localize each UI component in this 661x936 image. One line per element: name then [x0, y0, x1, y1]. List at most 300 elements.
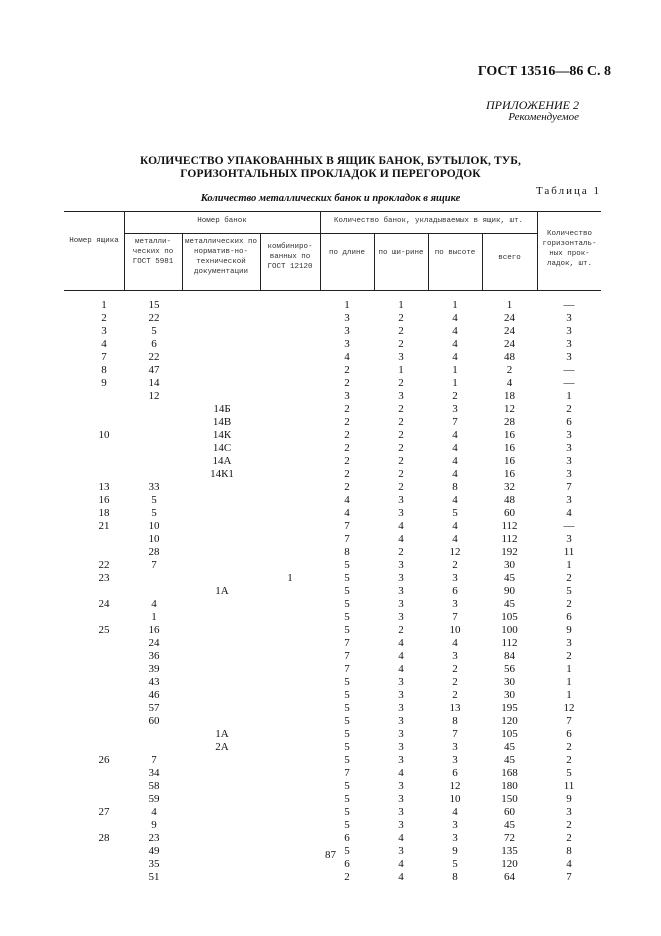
- table-row: [64, 676, 601, 689]
- cell-combined: 1: [287, 572, 293, 584]
- cell-total: 30: [504, 559, 515, 571]
- cell-spacers: 1: [566, 390, 572, 402]
- cell-height: 5: [452, 858, 458, 870]
- table-row: [64, 403, 601, 416]
- cell-length: 7: [344, 650, 350, 662]
- cell-total: 16: [504, 429, 515, 441]
- cell-length: 5: [344, 728, 350, 740]
- col-combined: комбиниро-ванных по ГОСТ 12120: [267, 243, 313, 271]
- cell-metal-gost: 59: [148, 793, 160, 805]
- cell-length: 3: [344, 338, 350, 350]
- cell-width: 4: [398, 858, 404, 870]
- cell-spacers: 3: [566, 442, 572, 454]
- table-row: [64, 377, 601, 390]
- cell-height: 4: [452, 442, 458, 454]
- cell-length: 5: [344, 715, 350, 727]
- cell-width: 2: [398, 416, 404, 428]
- cell-height: 4: [452, 338, 458, 350]
- cell-total: 120: [501, 715, 518, 727]
- cell-height: 4: [452, 494, 458, 506]
- cell-box: 27: [98, 806, 110, 818]
- cell-length: 5: [344, 611, 350, 623]
- cell-height: 4: [452, 429, 458, 441]
- cell-metal-gost: 23: [148, 832, 160, 844]
- cell-spacers: 1: [566, 663, 572, 675]
- table-row: [64, 624, 601, 637]
- cell-spacers: 4: [566, 858, 572, 870]
- cell-width: 1: [398, 364, 404, 376]
- table-row: [64, 533, 601, 546]
- cell-width: 3: [398, 741, 404, 753]
- cell-metal-doc: 1А: [215, 728, 229, 740]
- cell-box: 10: [98, 429, 110, 441]
- cell-width: 3: [398, 780, 404, 792]
- cell-metal-doc: 2А: [215, 741, 229, 753]
- table-row: [64, 754, 601, 767]
- cell-spacers: 3: [566, 325, 572, 337]
- cell-length: 3: [344, 325, 350, 337]
- cell-total: 32: [504, 481, 515, 493]
- cell-box: 18: [98, 507, 110, 519]
- cell-height: 3: [452, 403, 458, 415]
- cell-height: 7: [452, 416, 458, 428]
- cell-metal-gost: 4: [151, 806, 157, 818]
- cell-height: 8: [452, 715, 458, 727]
- table-row: [64, 650, 601, 663]
- cell-metal-gost: 60: [148, 715, 160, 727]
- cell-length: 6: [344, 832, 350, 844]
- cell-width: 3: [398, 754, 404, 766]
- cell-total: 16: [504, 455, 515, 467]
- table-row: [64, 598, 601, 611]
- cell-height: 4: [452, 468, 458, 480]
- table-row: [64, 702, 601, 715]
- cell-metal-gost: 7: [151, 754, 157, 766]
- title-line-2: ГОРИЗОНТАЛЬНЫХ ПРОКЛАДОК И ПЕРЕГОРОДОК: [180, 168, 481, 180]
- cell-total: 45: [504, 572, 515, 584]
- col-by-length: по длине: [328, 249, 365, 257]
- cell-spacers: 2: [566, 832, 572, 844]
- cell-total: 45: [504, 819, 515, 831]
- cell-length: 5: [344, 780, 350, 792]
- cell-total: 45: [504, 741, 515, 753]
- cell-spacers: 12: [563, 702, 575, 714]
- cell-length: 5: [344, 585, 350, 597]
- table-row: [64, 715, 601, 728]
- cell-total: 2: [506, 364, 513, 376]
- cell-height: 10: [449, 793, 461, 805]
- cell-height: 4: [452, 806, 458, 818]
- cell-box: 1: [101, 299, 107, 311]
- cell-width: 3: [398, 689, 404, 701]
- cell-metal-gost: 1: [151, 611, 157, 623]
- cell-width: 3: [398, 494, 404, 506]
- cell-total: 4: [506, 377, 513, 389]
- table-row: [64, 481, 601, 494]
- cell-metal-gost: 47: [148, 364, 160, 376]
- cell-metal-gost: 35: [148, 858, 160, 870]
- cell-metal-gost: 15: [148, 299, 160, 311]
- cell-length: 2: [344, 416, 350, 428]
- cell-spacers: 3: [566, 312, 572, 324]
- cell-width: 2: [398, 468, 404, 480]
- cell-width: 4: [398, 650, 404, 662]
- cell-spacers: —: [563, 377, 575, 389]
- cell-total: 45: [504, 754, 515, 766]
- table-row: [64, 442, 601, 455]
- cell-width: 2: [398, 624, 404, 636]
- cell-metal-gost: 4: [151, 598, 157, 610]
- cell-length: 5: [344, 624, 350, 636]
- table-row: [64, 455, 601, 468]
- col-box-number: Номер ящика: [69, 237, 119, 245]
- cell-total: 28: [504, 416, 515, 428]
- cell-length: 5: [344, 741, 350, 753]
- cell-spacers: 3: [566, 494, 572, 506]
- cell-spacers: 3: [566, 429, 572, 441]
- cell-spacers: 4: [566, 507, 572, 519]
- cell-spacers: 3: [566, 338, 572, 350]
- cell-height: 3: [452, 572, 458, 584]
- cell-metal-gost: 58: [148, 780, 160, 792]
- cell-metal-gost: 43: [148, 676, 160, 688]
- table-row: [64, 728, 601, 741]
- cell-spacers: 7: [566, 715, 572, 727]
- cell-width: 2: [398, 455, 404, 467]
- cell-width: 3: [398, 572, 404, 584]
- cell-total: 120: [501, 858, 518, 870]
- cell-metal-doc: 14Б: [213, 403, 231, 415]
- table-row: [64, 507, 601, 520]
- cell-height: 1: [452, 364, 458, 376]
- cell-height: 9: [452, 845, 458, 857]
- cell-box: 9: [101, 377, 107, 389]
- cell-metal-doc: 14А: [212, 455, 232, 467]
- cell-width: 2: [398, 403, 404, 415]
- cell-metal-doc: 14В: [212, 416, 232, 428]
- cell-width: 3: [398, 390, 404, 402]
- cell-metal-gost: 12: [148, 390, 160, 402]
- cell-total: 18: [504, 390, 515, 402]
- cell-spacers: 1: [566, 676, 572, 688]
- cell-width: 3: [398, 507, 404, 519]
- recommended-label: Рекомендуемое: [508, 111, 579, 123]
- cell-height: 4: [452, 325, 458, 337]
- cell-width: 2: [398, 546, 404, 558]
- cell-metal-doc: 14К1: [210, 468, 234, 480]
- cell-box: 24: [98, 598, 110, 610]
- cell-width: 3: [398, 611, 404, 623]
- cell-height: 13: [449, 702, 461, 714]
- table-row: [64, 299, 601, 312]
- cell-length: 4: [344, 507, 350, 519]
- cell-metal-gost: 9: [151, 819, 157, 831]
- cell-total: 180: [501, 780, 518, 792]
- cell-width: 2: [398, 481, 404, 493]
- cell-length: 2: [344, 442, 350, 454]
- table-row: [64, 806, 601, 819]
- cell-length: 7: [344, 533, 350, 545]
- cell-height: 3: [452, 598, 458, 610]
- cell-total: 24: [504, 338, 515, 350]
- cell-spacers: 6: [566, 611, 572, 623]
- cell-length: 6: [344, 858, 350, 870]
- cell-spacers: 5: [566, 585, 572, 597]
- cell-total: 30: [504, 676, 515, 688]
- cell-box: 21: [98, 520, 110, 532]
- cell-spacers: 8: [566, 845, 572, 857]
- cell-height: 4: [452, 351, 458, 363]
- cell-metal-gost: 10: [148, 533, 160, 545]
- cell-height: 2: [452, 689, 458, 701]
- cell-length: 7: [344, 520, 350, 532]
- cell-width: 4: [398, 637, 404, 649]
- cell-height: 3: [452, 754, 458, 766]
- cell-length: 3: [344, 390, 350, 402]
- cell-width: 2: [398, 429, 404, 441]
- cell-width: 3: [398, 793, 404, 805]
- table-row: [64, 689, 601, 702]
- cell-length: 1: [344, 299, 350, 311]
- cell-width: 4: [398, 520, 404, 532]
- cell-spacers: —: [563, 520, 575, 532]
- cell-length: 4: [344, 494, 350, 506]
- cell-width: 3: [398, 715, 404, 727]
- cell-width: 2: [398, 377, 404, 389]
- cell-total: 24: [504, 325, 515, 337]
- table-row: [64, 585, 601, 598]
- cell-height: 12: [449, 546, 461, 558]
- cell-width: 3: [398, 845, 404, 857]
- cell-total: 105: [501, 728, 518, 740]
- cell-width: 4: [398, 533, 404, 545]
- table-row: [64, 780, 601, 793]
- table-row: [64, 312, 601, 325]
- cell-total: 12: [504, 403, 515, 415]
- cell-width: 2: [398, 325, 404, 337]
- cell-width: 3: [398, 806, 404, 818]
- cell-width: 3: [398, 676, 404, 688]
- cell-metal-gost: 33: [148, 481, 160, 493]
- cell-length: 5: [344, 676, 350, 688]
- cell-length: 7: [344, 637, 350, 649]
- cell-box: 2: [101, 312, 107, 324]
- cell-box: 28: [98, 832, 110, 844]
- cell-metal-gost: 10: [148, 520, 160, 532]
- table-row: [64, 390, 601, 403]
- cell-width: 3: [398, 819, 404, 831]
- cell-length: 5: [344, 754, 350, 766]
- cell-length: 4: [344, 351, 350, 363]
- cell-spacers: 9: [566, 624, 572, 636]
- cell-spacers: 7: [566, 871, 572, 883]
- cell-height: 2: [452, 663, 458, 675]
- cell-height: 6: [452, 767, 458, 779]
- table-row: [64, 468, 601, 481]
- cell-spacers: 3: [566, 637, 572, 649]
- table-row: [64, 871, 601, 884]
- table-header: [64, 211, 601, 291]
- cell-length: 5: [344, 845, 350, 857]
- cell-height: 4: [452, 520, 458, 532]
- cell-box: 8: [101, 364, 107, 376]
- cell-height: 4: [452, 533, 458, 545]
- table-row: [64, 364, 601, 377]
- cell-metal-gost: 7: [151, 559, 157, 571]
- cell-total: 45: [504, 598, 515, 610]
- cell-spacers: 9: [566, 793, 572, 805]
- table-row: [64, 520, 601, 533]
- col-by-width: по ши-рине: [378, 249, 424, 257]
- cell-metal-gost: 49: [148, 845, 160, 857]
- cell-metal-gost: 16: [148, 624, 160, 636]
- table-row: [64, 416, 601, 429]
- cell-width: 4: [398, 832, 404, 844]
- cell-height: 5: [452, 507, 458, 519]
- cell-length: 5: [344, 559, 350, 571]
- col-total: всего: [498, 254, 521, 262]
- cell-width: 3: [398, 559, 404, 571]
- cell-width: 1: [398, 299, 404, 311]
- table-row: [64, 325, 601, 338]
- cell-metal-doc: 1А: [215, 585, 229, 597]
- standard-number: ГОСТ 13516—86 С. 8: [477, 64, 611, 79]
- cell-width: 3: [398, 351, 404, 363]
- cell-metal-gost: 5: [151, 325, 157, 337]
- cell-total: 112: [501, 520, 518, 532]
- cell-width: 3: [398, 598, 404, 610]
- cell-height: 1: [452, 377, 458, 389]
- cell-box: 13: [98, 481, 110, 493]
- cell-height: 4: [452, 637, 458, 649]
- cell-spacers: 7: [566, 481, 572, 493]
- table-row: [64, 637, 601, 650]
- table-body: [64, 299, 601, 884]
- cell-length: 5: [344, 572, 350, 584]
- cell-total: 72: [504, 832, 515, 844]
- cell-spacers: 2: [566, 741, 572, 753]
- cell-total: 16: [504, 468, 515, 480]
- col-by-height: по высоте: [434, 249, 476, 257]
- cell-spacers: 11: [563, 780, 575, 792]
- cell-height: 1: [452, 299, 458, 311]
- page-title: [60, 155, 601, 181]
- cell-box: 22: [98, 559, 110, 571]
- cell-spacers: 1: [566, 689, 572, 701]
- cell-spacers: 6: [566, 416, 572, 428]
- cell-length: 2: [344, 455, 350, 467]
- cell-spacers: —: [563, 299, 575, 311]
- cell-total: 84: [504, 650, 515, 662]
- col-can-count: Количество банок, укладываемых в ящик, шт.: [333, 217, 524, 225]
- cell-height: 3: [452, 832, 458, 844]
- cell-spacers: 3: [566, 455, 572, 467]
- table-label: Таблица 1: [535, 185, 601, 197]
- col-can-number: Номер банок: [197, 217, 247, 225]
- cell-total: 60: [504, 806, 515, 818]
- cell-length: 2: [344, 364, 350, 376]
- cell-height: 3: [452, 650, 458, 662]
- cell-box: 16: [98, 494, 110, 506]
- cell-spacers: 6: [566, 728, 572, 740]
- cell-total: 135: [501, 845, 518, 857]
- col-spacers: Количество горизонталь-ных прок-ладок, шт.: [542, 230, 597, 268]
- table-row: [64, 494, 601, 507]
- cell-total: 150: [501, 793, 518, 805]
- cell-width: 4: [398, 663, 404, 675]
- table-row: [64, 741, 601, 754]
- cell-length: 2: [344, 377, 350, 389]
- cell-width: 2: [398, 442, 404, 454]
- cell-length: 5: [344, 819, 350, 831]
- table-row: [64, 546, 601, 559]
- cell-total: 30: [504, 689, 515, 701]
- title-line-1: КОЛИЧЕСТВО УПАКОВАННЫХ В ЯЩИК БАНОК, БУТЫЛОК, ТУБ,: [140, 155, 521, 167]
- cell-spacers: 2: [566, 754, 572, 766]
- table-row: [64, 429, 601, 442]
- cell-metal-gost: 5: [151, 494, 157, 506]
- cell-spacers: 2: [566, 819, 572, 831]
- cell-height: 2: [452, 559, 458, 571]
- cell-spacers: 3: [566, 468, 572, 480]
- cell-box: 25: [98, 624, 110, 636]
- cell-metal-gost: 14: [148, 377, 160, 389]
- cell-width: 3: [398, 728, 404, 740]
- cell-total: 48: [504, 351, 515, 363]
- cell-spacers: 2: [566, 650, 572, 662]
- cell-height: 10: [449, 624, 461, 636]
- cell-total: 60: [504, 507, 515, 519]
- cell-metal-doc: 14С: [212, 442, 232, 454]
- cell-width: 3: [398, 585, 404, 597]
- cell-length: 3: [344, 312, 350, 324]
- cell-width: 2: [398, 338, 404, 350]
- cell-metal-gost: 39: [148, 663, 160, 675]
- cell-spacers: 1: [566, 559, 572, 571]
- cell-length: 2: [344, 871, 350, 883]
- cell-total: 112: [501, 533, 518, 545]
- cell-height: 3: [452, 741, 458, 753]
- table-row: [64, 819, 601, 832]
- cell-spacers: 2: [566, 572, 572, 584]
- cell-height: 4: [452, 312, 458, 324]
- cell-metal-gost: 57: [148, 702, 160, 714]
- cell-spacers: 2: [566, 403, 572, 415]
- cell-spacers: 3: [566, 351, 572, 363]
- cell-width: 3: [398, 702, 404, 714]
- cell-box: 3: [101, 325, 107, 337]
- cell-metal-gost: 22: [148, 351, 160, 363]
- cell-total: 100: [501, 624, 518, 636]
- table-row: [64, 832, 601, 845]
- cell-spacers: 11: [563, 546, 575, 558]
- cell-spacers: 2: [566, 598, 572, 610]
- cell-width: 4: [398, 871, 404, 883]
- cell-spacers: —: [563, 364, 575, 376]
- cell-height: 8: [452, 871, 458, 883]
- cell-height: 6: [452, 585, 458, 597]
- appendix-label: ПРИЛОЖЕНИЕ 2: [486, 98, 579, 112]
- cell-total: 112: [501, 637, 518, 649]
- cell-metal-gost: 34: [148, 767, 160, 779]
- cell-total: 192: [501, 546, 518, 558]
- cell-height: 12: [449, 780, 461, 792]
- table-row: [64, 572, 601, 585]
- cell-total: 48: [504, 494, 515, 506]
- table-row: [64, 351, 601, 364]
- table-row: [64, 611, 601, 624]
- cell-metal-gost: 5: [151, 507, 157, 519]
